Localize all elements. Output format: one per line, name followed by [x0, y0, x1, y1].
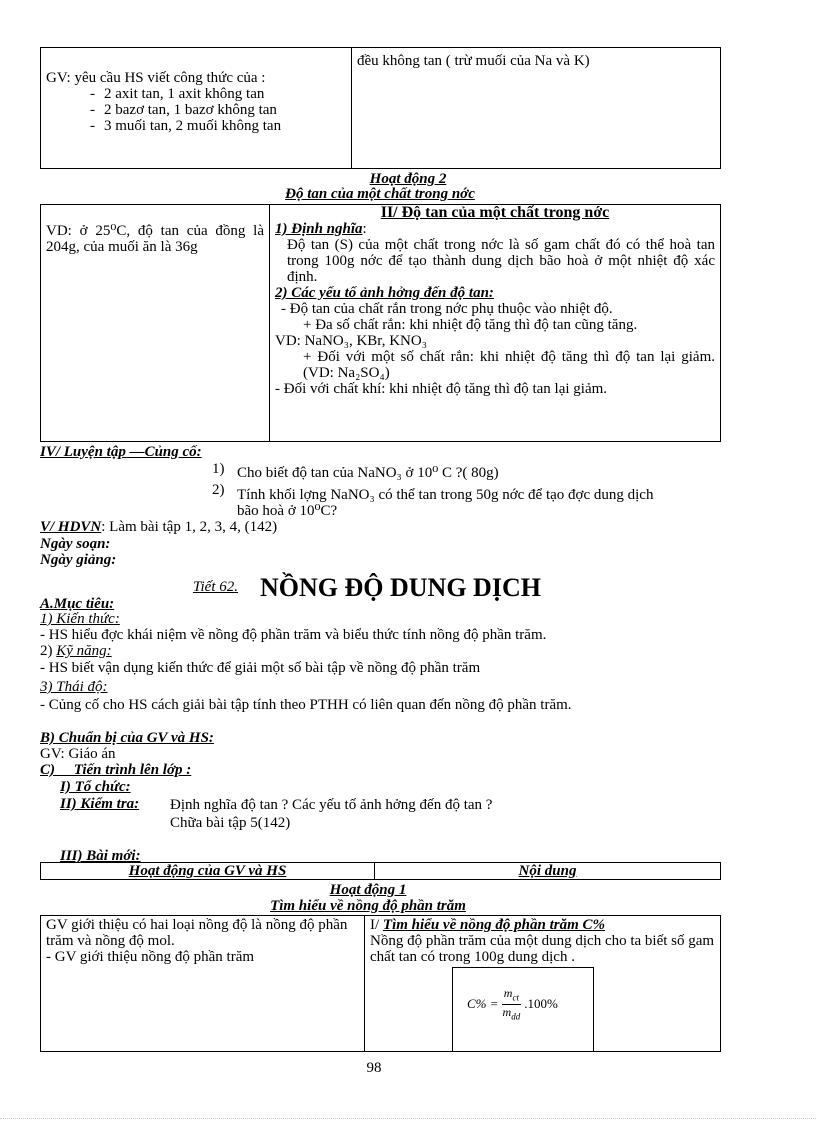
percent-title: Tìm hiểu về nồng độ phần trăm C%	[382, 917, 606, 933]
list-item: - 2 axit tan, 1 axit không tan	[90, 86, 265, 102]
skills-text: - HS biết vận dụng kiến thức để giải một số bài tập về nồng độ phần trăm	[40, 660, 481, 676]
process-heading: C) Tiến trình lên lớp :	[40, 762, 192, 778]
activity1-table	[40, 915, 721, 1052]
prep-date: Ngày soạn:	[40, 536, 111, 552]
prep-heading: B) Chuẩn bị của GV và HS:	[40, 730, 214, 746]
gv-request: GV: yêu cầu HS viết công thức của :	[46, 70, 266, 86]
question-1-number: 1)	[212, 461, 225, 477]
skills-label: Kỹ năng:	[56, 643, 112, 659]
activity1-subheading: Tìm hiểu về nồng độ phần trăm	[270, 898, 466, 914]
page-number: 98	[366, 1060, 382, 1076]
list-item: - 2 bazơ tan, 1 bazơ không tan	[90, 102, 277, 118]
factor-solid: - Độ tan của chất rắn trong nớc phụ thuộc vào nhiệt độ.	[281, 301, 613, 317]
question-2-number: 2)	[212, 482, 225, 498]
list-item: - 3 muối tan, 2 muối không tan	[90, 118, 282, 134]
question-1: Cho biết độ tan của NaNO₃ ở 10⁰ C ?( 80g)	[237, 465, 499, 481]
question-2: Tính khối lợng NaNO₃ có thể tan trong 50g nớc để tạo đợc dung dịch bão hoà ở 10⁰C?	[237, 487, 654, 519]
prep-text: GV: Giáo án	[40, 746, 116, 762]
percent-formula: C% = $\frac{m_{ct}}{m_{dd}} .100\%$	[467, 986, 558, 1022]
attitude-text: - Củng cố cho HS cách giải bài tập tính theo PTHH có liên quan đến nồng độ phần trăm.	[40, 697, 572, 713]
activity1-left-cell	[41, 916, 365, 1052]
check-question: Định nghĩa độ tan ? Các yếu tố ảnh hởng đến độ tan ?	[170, 797, 493, 813]
col-header-content: Nội dung	[375, 863, 721, 880]
skills-line: 2) Kỹ năng:	[40, 643, 112, 659]
activity2-right-cell: II/ Độ tan của một chất trong nớc 1) Định nghĩa: Độ tan (S) của một chất trong nớc là số gam chất đó có thể hoà tan trong 100g nớc để tạo thành dung dịch bão hoà ở một nhiệt độ xác định. 2) Các yếu tố ảnh hởng đến độ tan: - Độ tan của chất rắn trong nớc phụ thuộc vào nhiệt độ. + Đa số chất rắn: khi nhiệt độ tăng thì độ tan cũng tăng. VD: NaNO₃, KBr, KNO₃ + Đối với một số chất rắn: khi nhiệt độ tăng thì độ tan lại giảm. (VD: Na₂SO₄) - Đối với chất khí: khi nhiệt độ tăng thì độ tan lại giảm.	[270, 205, 721, 442]
organization-label: I) Tổ chức:	[60, 779, 131, 795]
lesson-number: Tiết 62.	[193, 579, 239, 595]
percent-definition: Nồng độ phần trăm của một dung dịch cho ta biết số gam chất tan có trong 100g dung dịch .	[370, 933, 715, 965]
knowledge-text: - HS hiểu đợc khái niệm về nồng độ phần trăm và biểu thức tính nồng độ phần trăm.	[40, 627, 547, 643]
page-bottom-divider	[0, 1118, 816, 1119]
activity1-right-cell: I/ Tìm hiểu về nồng độ phần trăm C% Nồng độ phần trăm của một dung dịch cho ta biết số gam chất tan có trong 100g dung dịch .	[365, 916, 721, 1052]
activity2-right-title: II/ Độ tan của một chất trong nớc	[380, 204, 610, 221]
knowledge-label: 1) Kiến thức:	[40, 611, 120, 627]
top-table	[40, 47, 721, 169]
definition-label: 1) Định nghĩa	[275, 221, 363, 237]
check-exercise: Chữa bài tập 5(142)	[170, 815, 291, 831]
homework-text: : Làm bài tập 1, 2, 3, 4, (142)	[101, 519, 278, 535]
top-table-right-cell: đều không tan ( trừ muối của Na và K)	[352, 48, 721, 169]
intro-concentration: GV giới thiệu có hai loại nồng độ là nồng độ phần trăm và nồng độ mol.	[46, 917, 348, 949]
goals-heading: A.Mục tiêu:	[40, 596, 115, 612]
check-label: II) Kiểm tra:	[60, 796, 140, 812]
intro-percent: - GV giới thiệu nồng độ phần trăm	[46, 949, 255, 965]
homework-label: V/ HDVN	[40, 519, 102, 535]
attitude-label: 3) Thái độ:	[40, 679, 108, 695]
activity2-table	[40, 204, 721, 442]
lesson-title: NỒNG ĐỘ DUNG DỊCH	[260, 573, 541, 602]
formula-fraction: $\frac{m_{ct}}{m_{dd}}$	[502, 986, 521, 1022]
activity2-subheading: Độ tan của một chất trong nớc	[285, 186, 475, 202]
activity1-heading: Hoạt động 1	[329, 882, 407, 898]
example-text: VD: ở 25⁰C, độ tan của đồng là 204g, của muối ăn là 36g	[46, 223, 264, 255]
homework	[40, 520, 277, 535]
activity2-left-cell	[41, 205, 270, 442]
top-table-left-cell	[41, 48, 352, 169]
factor-solid-b: + Đối với một số chất rắn: khi nhiệt độ tăng thì độ tan lại giảm. (VD: Na₂SO₄)	[303, 349, 715, 381]
practice-heading: IV/ Luyện tập —Củng cố:	[40, 444, 202, 460]
factor-solid-a: + Đa số chất rắn: khi nhiệt độ tăng thì độ tan cũng tăng.	[303, 317, 638, 333]
activity2-heading: Hoạt động 2	[369, 171, 447, 187]
definition-text: Độ tan (S) của một chất trong nớc là số gam chất đó có thể hoà tan trong 100g nớc để tạo thành dung dịch bão hoà ở một nhiệt độ xác định.	[287, 237, 715, 285]
example-salts: VD: NaNO₃, KBr, KNO₃	[275, 333, 427, 349]
activity-header-table	[40, 862, 721, 880]
new-lesson-label: III) Bài mới:	[60, 848, 141, 864]
formula-box	[452, 967, 594, 1052]
col-header-gv-hs: Hoạt động của GV và HS	[41, 863, 375, 880]
factor-gas: - Đối với chất khí: khi nhiệt độ tăng thì độ tan lại giảm.	[275, 381, 608, 397]
teach-date: Ngày giảng:	[40, 552, 117, 568]
factors-label: 2) Các yếu tố ảnh hởng đến độ tan:	[275, 285, 494, 301]
